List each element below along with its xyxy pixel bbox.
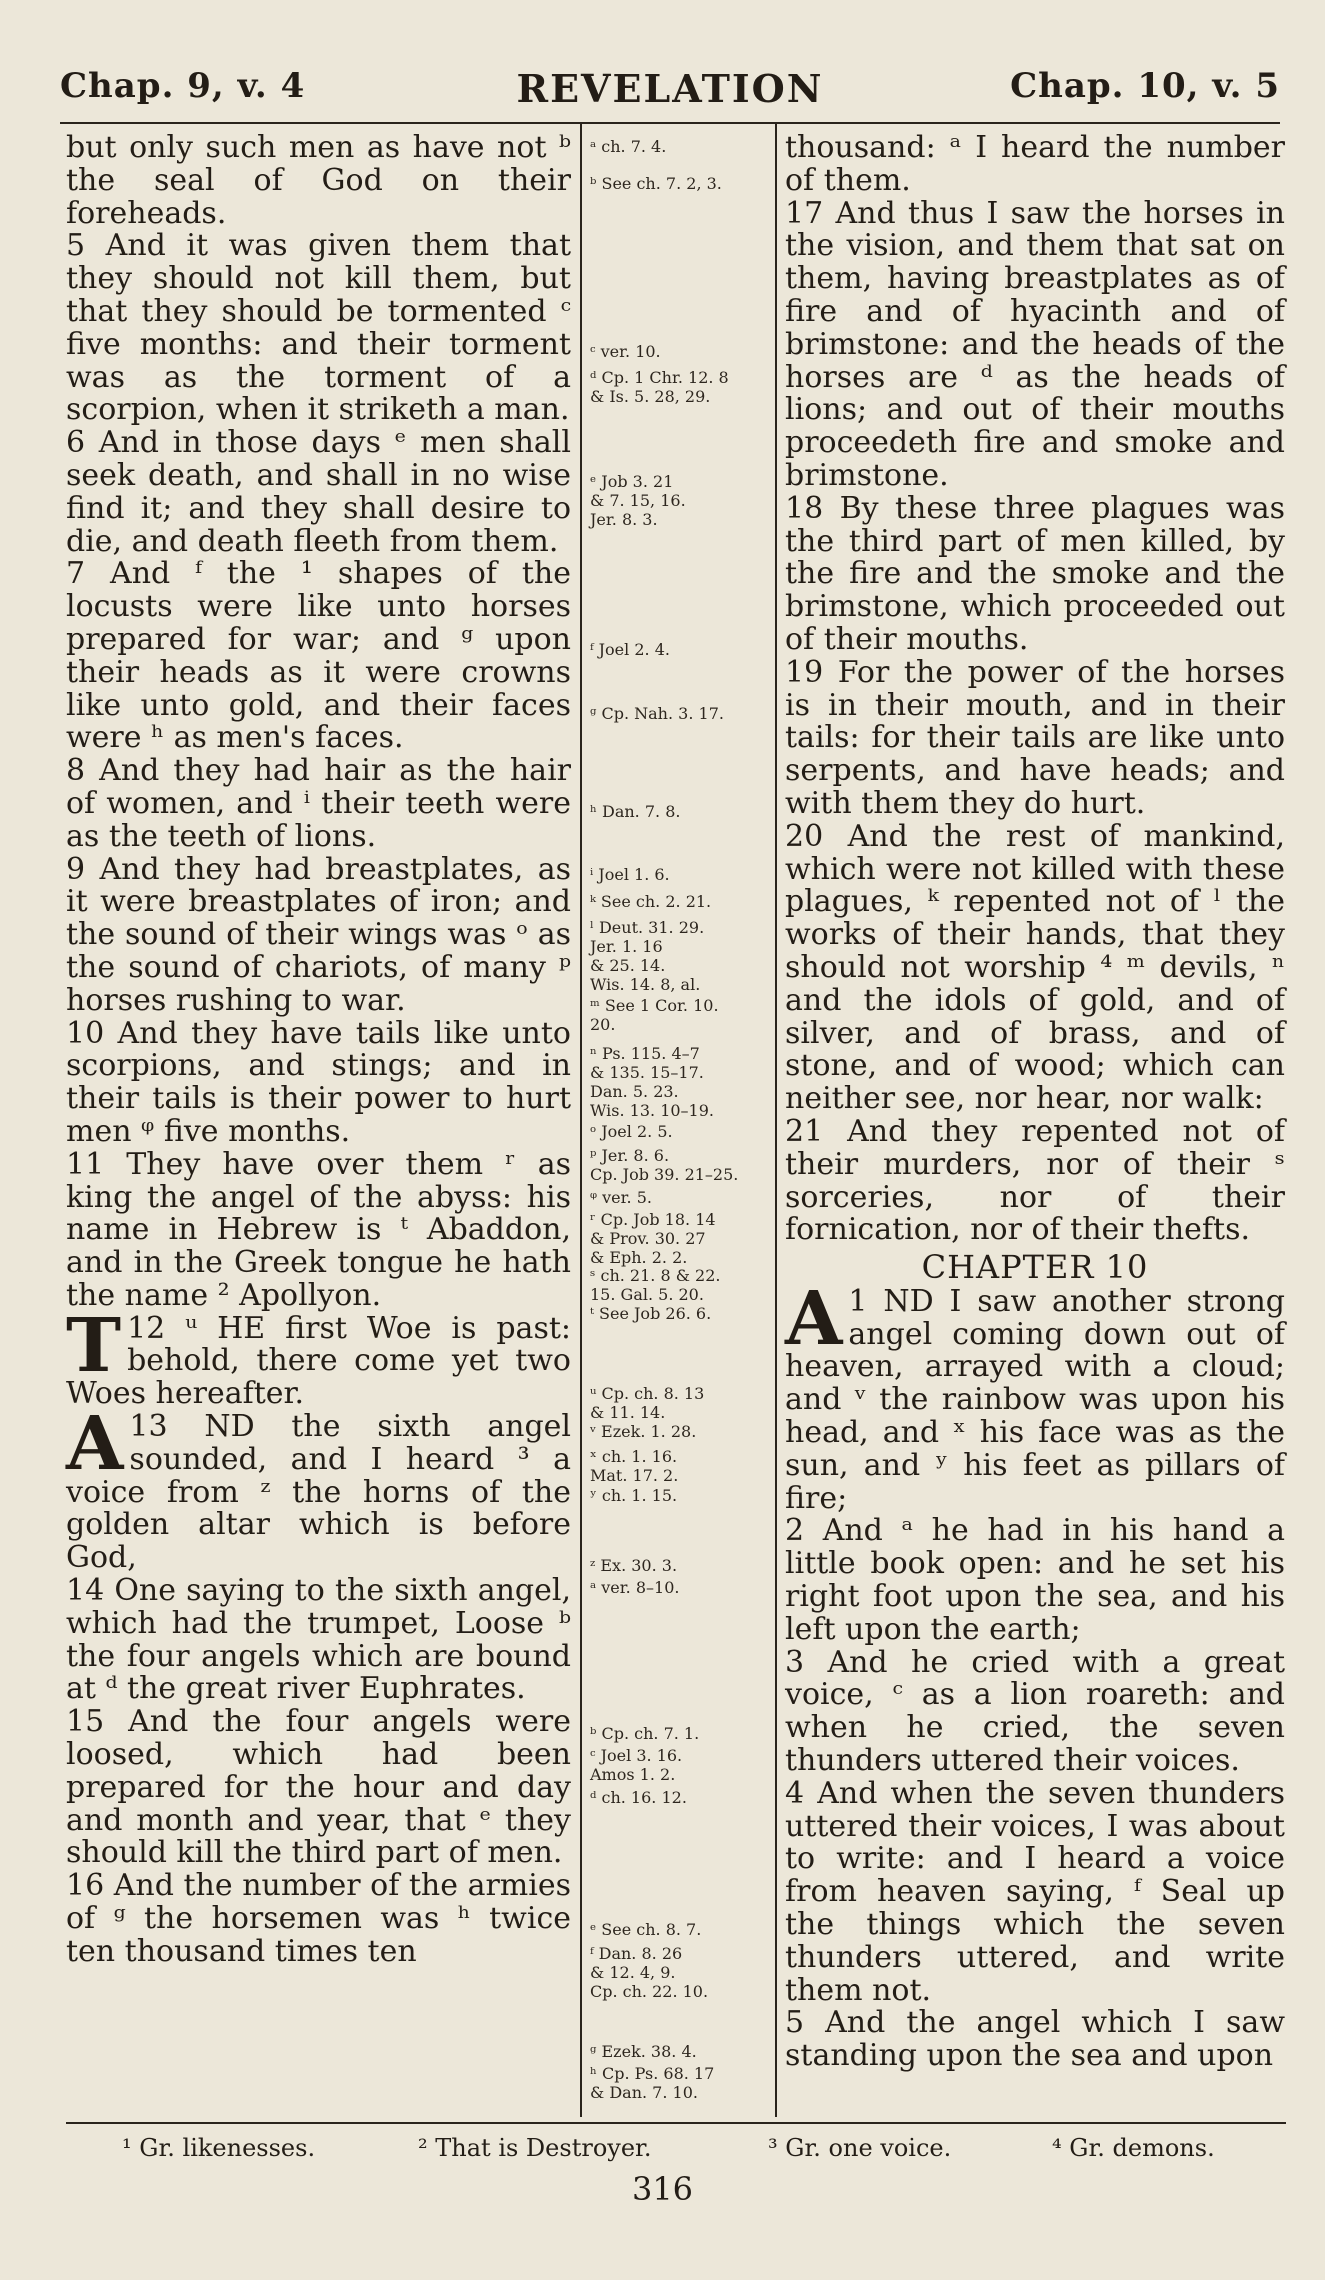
verse-paragraph: 20 And the rest of mankind, which were not killed with these plagues, ᵏ repented not of ˡ the works of their hands, that they should not worship ⁴ ᵐ devils, ⁿ and the idols of gold, and of silver, and of brass, and of stone, and of wood; which can neither see, nor hear, nor walk: — [785, 818, 1285, 1117]
footnote: ² That is Destroyer. — [418, 2134, 652, 2162]
verse-paragraph: 10 And they have tails like unto scorpions, and stings; and in their tails is their power to hurt men ᵠ five months. — [66, 1015, 571, 1149]
cross-reference-column — [590, 132, 770, 2112]
cross-reference: ᵍ Cp. Nah. 3. 17. — [590, 704, 724, 723]
page-number: 316 — [631, 2170, 694, 2208]
verse-paragraph: but only such men as have not ᵇ the seal of God on their foreheads. — [66, 130, 571, 231]
footnote: ⁴ Gr. demons. — [1052, 2134, 1215, 2162]
verse-paragraph: 21 And they repented not of their murders, nor of their ˢ sorceries, nor of their fornication, nor of their thefts. — [785, 1113, 1285, 1248]
drop-cap: A — [66, 1401, 124, 1488]
verse-paragraph: 2 And ᵃ he had in his hand a little book open: and he set his right foot upon the sea, and his left upon the earth; — [785, 1513, 1285, 1647]
cross-reference: ᵈ ch. 16. 12. — [590, 1788, 687, 1807]
verse-number: 13 — [129, 1409, 168, 1445]
verse-text: ND the sixth angel sounded, and I heard ³ a voice from ᶻ the horns of the golden altar which is before God, — [66, 1409, 571, 1576]
verse-text: ND I saw another strong angel coming down out of heaven, arrayed with a cloud; and ᵛ the rainbow was upon his head, and ˣ his face was as the sun, and ʸ his feet as pillars of fire; — [785, 1283, 1285, 1516]
verse-paragraph: 5 And it was given them that they should not kill them, but that they should be tormented ᶜ five months: and their torment was as the torment of a scorpion, when it striketh a man. — [66, 228, 571, 428]
cross-reference: ᵒ Joel 2. 5. — [590, 1122, 673, 1141]
drop-cap: A — [785, 1275, 843, 1362]
verse-paragraph: 11 They have over them ʳ as king the angel of the abyss: his name in Hebrew is ᵗ Abaddon, and in the Greek tongue he hath the name ² Apollyon. — [66, 1146, 571, 1313]
cross-reference: ʰ Dan. 7. 8. — [590, 802, 681, 821]
footnote: ¹ Gr. likenesses. — [122, 2134, 316, 2162]
cross-reference: ʳ Cp. Job 18. 14 & Prov. 30. 27 & Eph. 2. 2. — [590, 1210, 716, 1267]
cross-reference: ᵇ See ch. 7. 2, 3. — [590, 174, 722, 193]
footnote: ³ Gr. one voice. — [768, 2134, 952, 2162]
cross-reference: ʰ Cp. Ps. 68. 17 & Dan. 7. 10. — [590, 2064, 715, 2102]
verse-text: HE first Woe is past: behold, there come yet two Woes hereafter. — [66, 1310, 572, 1412]
cross-reference: ⁱ Joel 1. 6. — [590, 865, 670, 884]
header-left: Chap. 9, v. 4 — [60, 66, 306, 106]
left-text-column — [66, 132, 571, 1969]
cross-reference: ᵍ Ezek. 38. 4. — [590, 2042, 697, 2061]
cross-reference: ᵛ Ezek. 1. 28. — [590, 1422, 697, 1441]
cross-reference: ᶠ Dan. 8. 26 & 12. 4, 9. Cp. ch. 22. 10. — [590, 1944, 709, 2001]
cross-reference: ˣ ch. 1. 16. Mat. 17. 2. — [590, 1447, 679, 1485]
verse-paragraph: 17 And thus I saw the horses in the vision, and them that sat on them, having breastplates as of fire and of hyacinth and of brimstone: and the heads of the horses are ᵈ as the heads of lions; and out of their mouths proceedeth fire and smoke and brimstone. — [785, 195, 1285, 493]
cross-reference: ᶻ Ex. 30. 3. — [590, 1556, 678, 1575]
cross-reference: ᵐ See 1 Cor. 10. 20. — [590, 996, 719, 1034]
cross-reference: ᵘ Cp. ch. 8. 13 & 11. 14. — [590, 1384, 705, 1422]
header-right: Chap. 10, v. 5 — [1010, 66, 1280, 106]
column-rule-right — [775, 122, 777, 2117]
verse-paragraph: 5 And the angel which I saw standing upon the sea and upon — [785, 2005, 1285, 2074]
cross-reference: ᵖ Jer. 8. 6. Cp. Job 39. 21–25. — [590, 1146, 739, 1184]
verse-paragraph: 7 And ᶠ the ¹ shapes of the locusts were like unto horses prepared for war; and ᵍ upon their heads as it were crowns like unto gold, and their faces were ʰ as men's faces. — [66, 556, 571, 756]
cross-reference: ᶜ Joel 3. 16. Amos 1. 2. — [590, 1746, 683, 1784]
column-rule-left — [580, 122, 582, 2117]
cross-reference: ᵃ ver. 8–10. — [590, 1578, 680, 1597]
cross-reference: ᵈ Cp. 1 Chr. 12. 8 & Is. 5. 28, 29. — [590, 368, 729, 406]
cross-reference: ᵉ See ch. 8. 7. — [590, 1920, 702, 1939]
sixth-angel-paragraph — [66, 1401, 571, 1576]
footnote-rule — [66, 2122, 1286, 2124]
cross-reference: ⁿ Ps. 115. 4–7 & 135. 15–17. Dan. 5. 23. Wis. 13. 10–19. — [590, 1044, 714, 1120]
cross-reference: ˡ Deut. 31. 29. Jer. 1. 16 & 25. 14. Wis. 14. 8, al. — [590, 918, 705, 994]
verse-paragraph: 18 By these three plagues was the third part of men killed, by the fire and the smoke and the brimstone, which proceeded out of their mouths. — [785, 490, 1285, 657]
verse-paragraph: 6 And in those days ᵉ men shall seek death, and shall in no wise find it; and they shall desire to die, and death fleeth from them. — [66, 425, 571, 559]
woe-paragraph — [66, 1302, 572, 1412]
verse-paragraph: 16 And the number of the armies of ᵍ the horsemen was ʰ twice ten thousand times ten — [66, 1868, 571, 1969]
verse-number: 12 ᵘ — [127, 1310, 198, 1346]
cross-reference: ᵇ Cp. ch. 7. 1. — [590, 1724, 700, 1743]
drop-cap: T — [66, 1302, 122, 1389]
cross-reference: ˢ ch. 21. 8 & 22. 15. Gal. 5. 20. — [590, 1266, 721, 1304]
cross-reference: ᵉ Job 3. 21 & 7. 15, 16. Jer. 8. 3. — [590, 472, 686, 529]
verse-paragraph: 15 And the four angels were loosed, which had been prepared for the hour and day and month and year, that ᵉ they should kill the third part of men. — [66, 1704, 571, 1871]
cross-reference: ᵠ ver. 5. — [590, 1188, 652, 1207]
running-header — [60, 62, 1280, 124]
verse-paragraph: 9 And they had breastplates, as it were breastplates of iron; and the sound of their wings was ᵒ as the sound of chariots, of many ᵖ horses rushing to war. — [66, 851, 571, 1018]
chapter-opening-paragraph — [785, 1275, 1285, 1516]
verse-number: 1 — [848, 1283, 868, 1319]
cross-reference: ᶠ Joel 2. 4. — [590, 640, 670, 659]
verse-paragraph: thousand: ᵃ I heard the number of them. — [785, 130, 1285, 198]
cross-reference: ᶜ ver. 10. — [590, 342, 661, 361]
cross-reference: ᵃ ch. 7. 4. — [590, 137, 667, 156]
verse-paragraph: 4 And when the seven thunders uttered their voices, I was about to write: and I heard a voice from heaven saying, ᶠ Seal up the things which the seven thunders uttered, and write them not. — [785, 1775, 1285, 2008]
verse-paragraph: 3 And he cried with a great voice, ᶜ as a lion roareth: and when he cried, the seven thunders uttered their voices. — [785, 1644, 1285, 1779]
cross-reference: ʸ ch. 1. 15. — [590, 1486, 678, 1505]
cross-reference: ᵗ See Job 26. 6. — [590, 1304, 712, 1323]
cross-reference: ᵏ See ch. 2. 21. — [590, 892, 712, 911]
header-title: REVELATION — [516, 66, 824, 111]
chapter-heading: CHAPTER 10 — [921, 1248, 1149, 1287]
right-text-column — [785, 132, 1285, 2073]
verse-paragraph: 8 And they had hair as the hair of women, and ⁱ their teeth were as the teeth of lions. — [66, 753, 571, 854]
verse-paragraph: 14 One saying to the sixth angel, which had the trumpet, Loose ᵇ the four angels which are bound at ᵈ the great river Euphrates. — [66, 1573, 571, 1707]
verse-paragraph: 19 For the power of the horses is in their mouth, and in their tails: for their tails are like unto serpents, and have heads; and with them they do hurt. — [785, 654, 1285, 821]
